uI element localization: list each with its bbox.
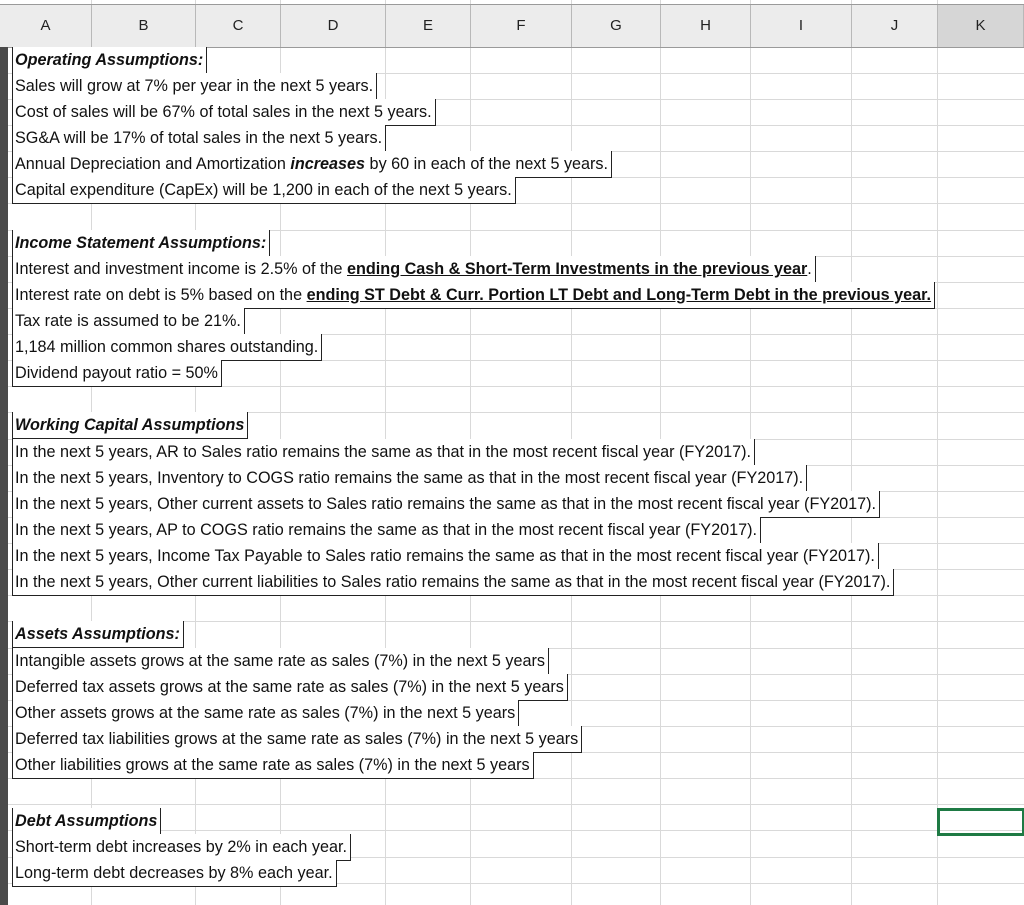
- income-line-dividend[interactable]: Dividend payout ratio = 50%: [12, 360, 222, 387]
- column-header-i[interactable]: I: [751, 5, 852, 47]
- da-text-pre: Annual Depreciation and Amortization: [15, 155, 291, 173]
- income-line-shares[interactable]: 1,184 million common shares outstanding.: [12, 334, 322, 361]
- assets-line-intangible[interactable]: Intangible assets grows at the same rate as sales (7%) in the next 5 years: [12, 648, 549, 675]
- assets-line-deferred-tax-assets[interactable]: Deferred tax assets grows at the same rate as sales (7%) in the next 5 years: [12, 674, 568, 701]
- income-line-tax[interactable]: Tax rate is assumed to be 21%.: [12, 308, 245, 335]
- column-header-b[interactable]: B: [92, 5, 196, 47]
- operating-line-sales-growth[interactable]: Sales will grow at 7% per year in the next 5 years.: [12, 73, 377, 100]
- column-header-c[interactable]: C: [196, 5, 281, 47]
- operating-line-depreciation[interactable]: [12, 151, 612, 178]
- assets-line-other-liabilities[interactable]: Other liabilities grows at the same rate as sales (7%) in the next 5 years: [12, 752, 534, 779]
- column-header-e[interactable]: E: [386, 5, 471, 47]
- working-capital-line-other-current-assets[interactable]: In the next 5 years, Other current assets to Sales ratio remains the same as that in the most recent fiscal year (FY2017).: [12, 491, 880, 518]
- working-capital-line-inventory[interactable]: In the next 5 years, Inventory to COGS ratio remains the same as that in the most recent fiscal year (FY2017).: [12, 465, 807, 492]
- column-header-k[interactable]: K: [938, 5, 1024, 47]
- column-header-g[interactable]: G: [572, 5, 661, 47]
- interest-income-pre: Interest and investment income is 2.5% of the: [15, 260, 348, 278]
- row-header-strip: [0, 47, 8, 905]
- debt-line-short-term[interactable]: Short-term debt increases by 2% in each year.: [12, 834, 351, 861]
- working-capital-line-income-tax-payable[interactable]: In the next 5 years, Income Tax Payable to Sales ratio remains the same as that in the most recent fiscal year (FY2017).: [12, 543, 879, 570]
- interest-rate-bold: ending ST Debt & Curr. Portion LT Debt and Long-Term Debt in the previous year.: [306, 286, 932, 304]
- operating-assumptions-title[interactable]: Operating Assumptions:: [12, 47, 207, 74]
- working-capital-line-other-current-liabilities[interactable]: In the next 5 years, Other current liabilities to Sales ratio remains the same as that in the most recent fiscal year (FY2017).: [12, 569, 894, 596]
- income-line-interest-income[interactable]: [12, 256, 816, 283]
- column-header-a[interactable]: A: [0, 5, 92, 47]
- column-header-f[interactable]: F: [471, 5, 572, 47]
- interest-income-post: .: [807, 260, 812, 278]
- column-header-d[interactable]: D: [281, 5, 386, 47]
- column-header-j[interactable]: J: [852, 5, 938, 47]
- working-capital-line-ar[interactable]: In the next 5 years, AR to Sales ratio remains the same as that in the most recent fiscal year (FY2017).: [12, 439, 755, 466]
- working-capital-line-ap[interactable]: In the next 5 years, AP to COGS ratio remains the same as that in the most recent fiscal year (FY2017).: [12, 517, 761, 544]
- operating-line-sga[interactable]: SG&A will be 17% of total sales in the next 5 years.: [12, 125, 386, 152]
- column-header-h[interactable]: H: [661, 5, 751, 47]
- income-line-interest-rate[interactable]: [12, 282, 935, 309]
- assets-assumptions-title[interactable]: Assets Assumptions:: [12, 621, 184, 648]
- working-capital-title[interactable]: Working Capital Assumptions: [12, 412, 248, 439]
- operating-line-cost-of-sales[interactable]: Cost of sales will be 67% of total sales in the next 5 years.: [12, 99, 436, 126]
- da-text-bold: increases: [290, 155, 366, 173]
- da-text-post: by 60 in each of the next 5 years.: [365, 155, 609, 173]
- column-header-row: [0, 4, 1024, 48]
- interest-rate-pre: Interest rate on debt is 5% based on the: [15, 286, 307, 304]
- debt-line-long-term[interactable]: Long-term debt decreases by 8% each year.: [12, 860, 337, 887]
- operating-line-capex[interactable]: Capital expenditure (CapEx) will be 1,200 in each of the next 5 years.: [12, 177, 516, 204]
- active-cell-selection[interactable]: [937, 808, 1024, 836]
- income-assumptions-title[interactable]: Income Statement Assumptions:: [12, 230, 270, 257]
- debt-assumptions-title[interactable]: Debt Assumptions: [12, 808, 161, 835]
- assets-line-other-assets[interactable]: Other assets grows at the same rate as sales (7%) in the next 5 years: [12, 700, 519, 727]
- assets-line-deferred-tax-liabilities[interactable]: Deferred tax liabilities grows at the same rate as sales (7%) in the next 5 years: [12, 726, 582, 753]
- interest-income-bold: ending Cash & Short-Term Investments in the previous year: [347, 260, 808, 278]
